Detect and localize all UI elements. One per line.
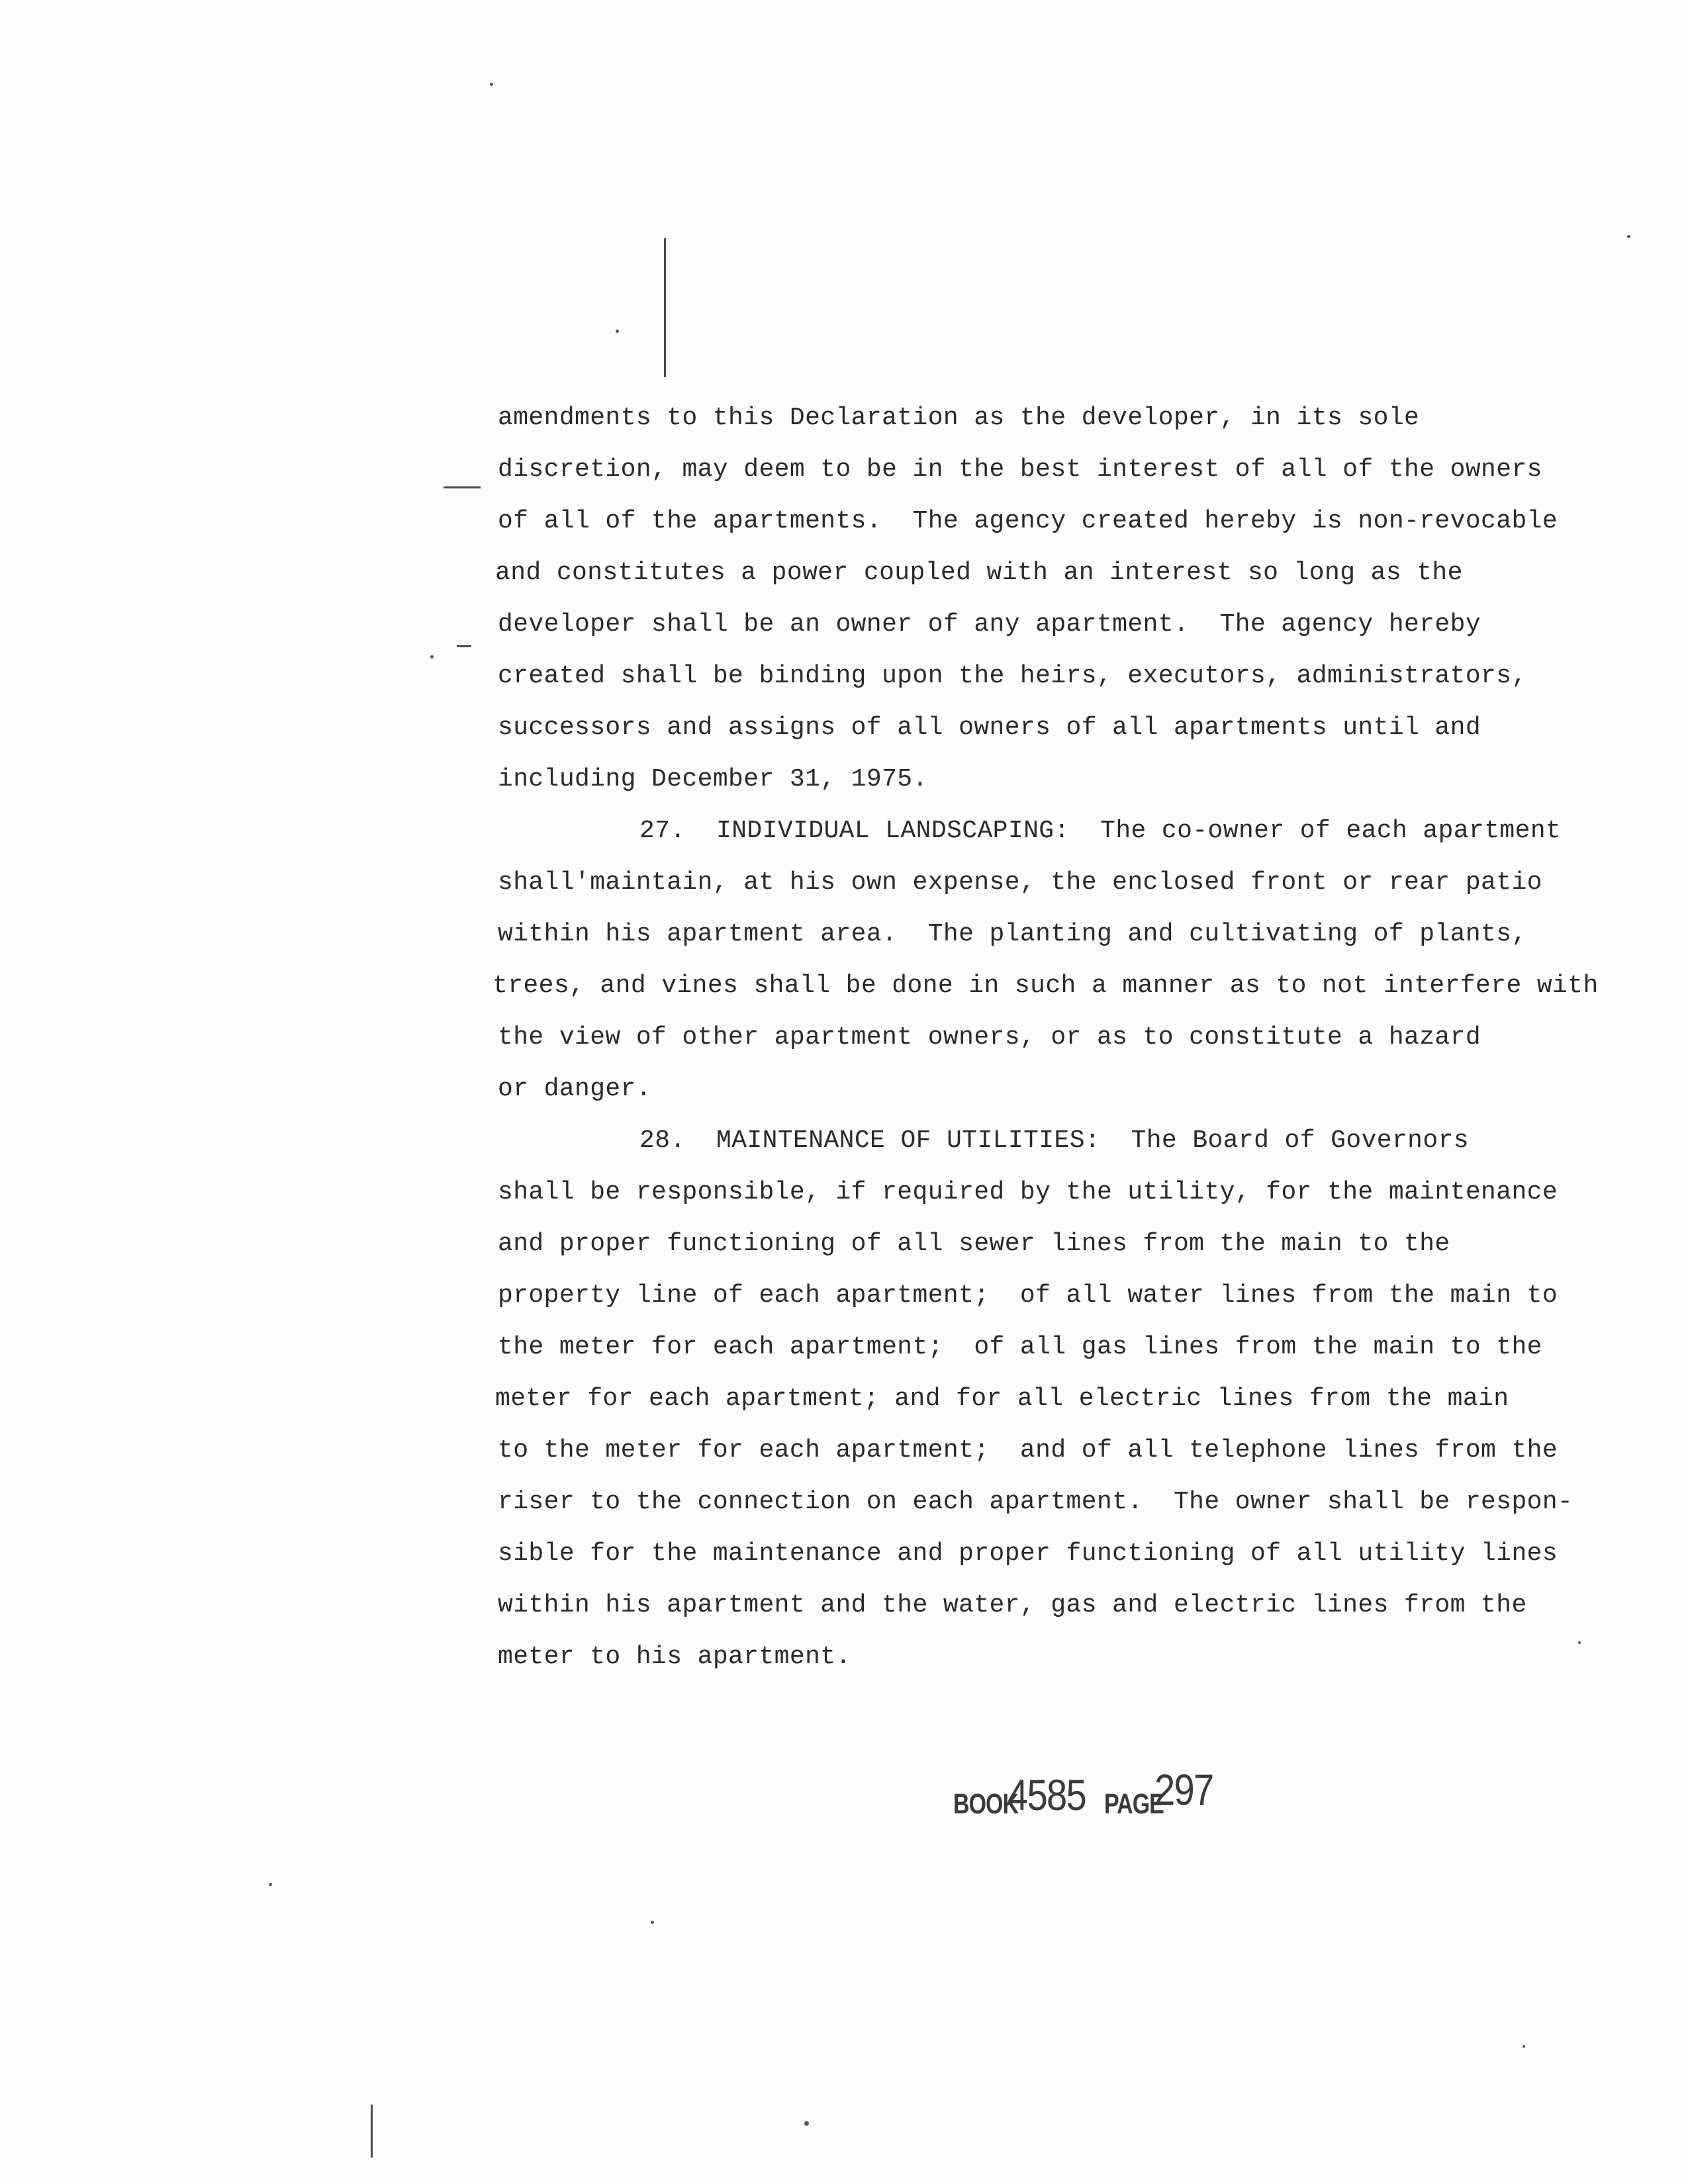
section-heading-27: 27. INDIVIDUAL LANDSCAPING: The co-owner of each apartment <box>639 817 1562 845</box>
speck <box>269 1883 272 1886</box>
text-line: created shall be binding upon the heirs, executors, administrators, <box>498 662 1527 690</box>
speck <box>804 2121 809 2126</box>
speck <box>616 330 619 333</box>
section-heading-28: 28. MAINTENANCE OF UTILITIES: The Board of Governors <box>639 1126 1469 1155</box>
text-line: amendments to this Declaration as the developer, in its sole <box>498 404 1420 432</box>
recording-stamp <box>953 1760 1231 1833</box>
text-line: including December 31, 1975. <box>498 765 928 794</box>
text-line: within his apartment area. The planting and cultivating of plants, <box>498 920 1527 948</box>
text-line: and constitutes a power coupled with an interest so long as the <box>495 559 1463 587</box>
text-line: of all of the apartments. The agency created hereby is non-revocable <box>498 507 1558 535</box>
text-line: discretion, may deem to be in the best interest of all of the owners <box>498 455 1542 484</box>
text-line: meter for each apartment; and for all electric lines from the main <box>495 1385 1509 1413</box>
speck <box>651 1921 654 1924</box>
margin-dash <box>444 486 481 488</box>
text-line: riser to the connection on each apartment. The owner shall be respon- <box>498 1488 1573 1516</box>
text-line: sible for the maintenance and proper functioning of all utility lines <box>498 1539 1558 1568</box>
stamp-book-label: BOOK <box>953 1788 1018 1820</box>
text-line: property line of each apartment; of all water lines from the main to <box>498 1281 1558 1310</box>
text-line: or danger. <box>498 1075 652 1103</box>
stamp-page-label: PAGE <box>1104 1788 1164 1820</box>
stamp-book-number: 4585 <box>1008 1770 1086 1819</box>
text-line: shall be responsible, if required by the utility, for the maintenance <box>498 1178 1558 1206</box>
speck <box>490 83 493 86</box>
vertical-scan-line-lower <box>371 2105 373 2158</box>
text-line: successors and assigns of all owners of all apartments until and <box>498 713 1481 742</box>
text-line: the meter for each apartment; of all gas lines from the main to the <box>498 1333 1542 1361</box>
speck <box>1578 1641 1581 1644</box>
stamp-page-number: 297 <box>1154 1765 1213 1814</box>
text-line: meter to his apartment. <box>498 1643 851 1671</box>
text-line: and proper functioning of all sewer lines from the main to the <box>498 1230 1450 1258</box>
text-line: trees, and vines shall be done in such a manner as to not interfere with <box>492 972 1599 1000</box>
speck <box>1627 235 1630 238</box>
text-line: within his apartment and the water, gas and electric lines from the <box>498 1591 1527 1619</box>
text-line: the view of other apartment owners, or as to constitute a hazard <box>498 1023 1481 1052</box>
text-line: to the meter for each apartment; and of all telephone lines from the <box>498 1436 1558 1465</box>
text-line: developer shall be an owner of any apartment. The agency hereby <box>498 610 1481 639</box>
speck <box>1523 2045 1525 2048</box>
speck <box>430 655 434 659</box>
text-line: shall'maintain, at his own expense, the enclosed front or rear patio <box>498 868 1542 897</box>
margin-dash-2 <box>457 645 471 647</box>
vertical-scan-line <box>664 238 666 377</box>
